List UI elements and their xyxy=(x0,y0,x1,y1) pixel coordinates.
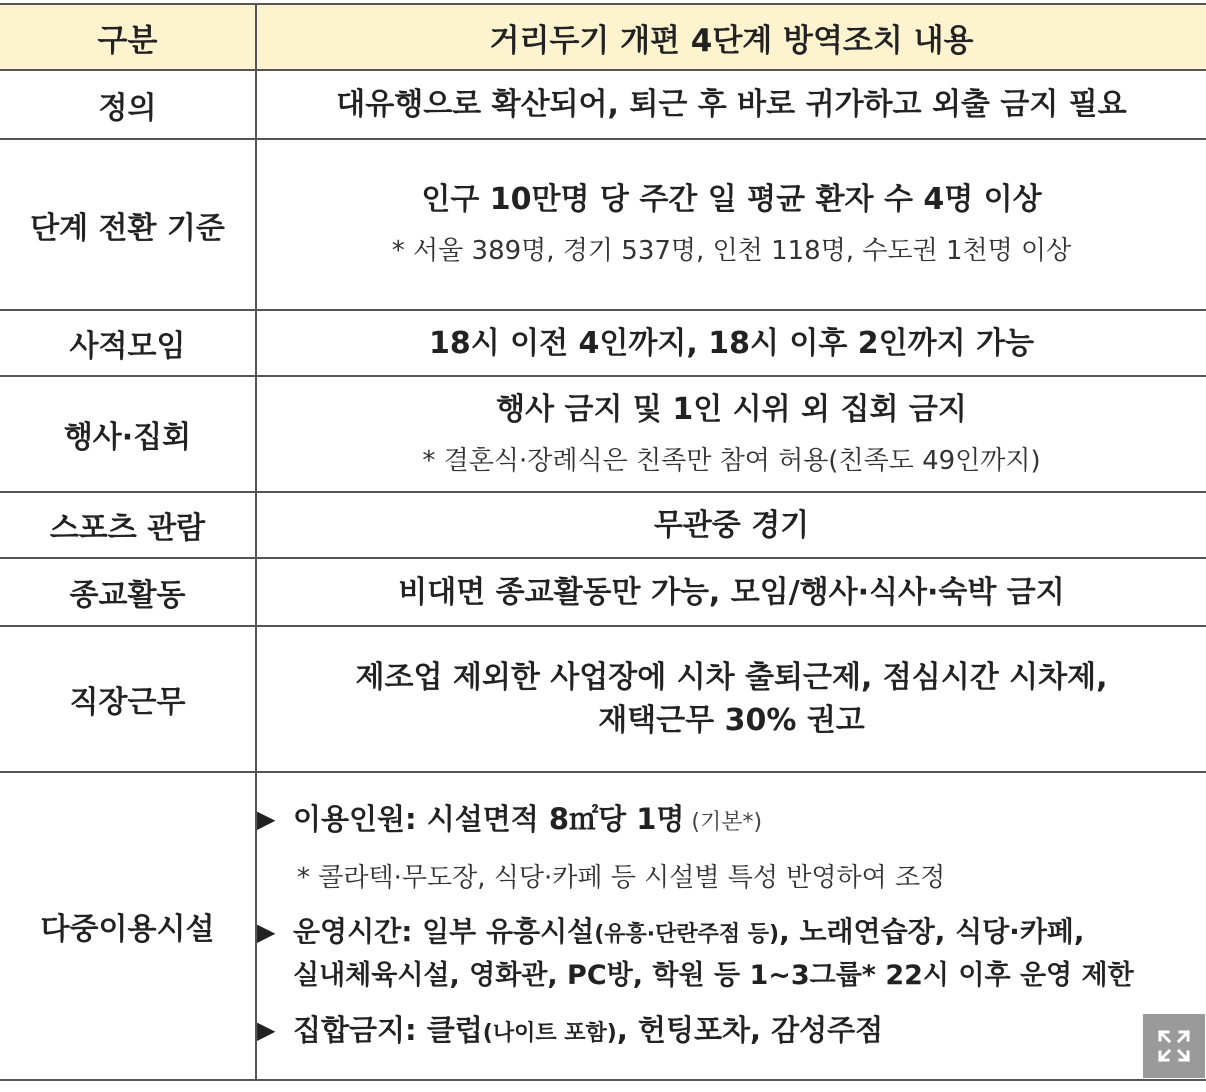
row-label: 행사·집회 xyxy=(0,376,256,492)
row-label: 사적모임 xyxy=(0,310,256,376)
triangle-right-icon: ▶ xyxy=(257,917,276,946)
row-value: 인구 10만명 당 주간 일 평균 환자 수 4명 이상 xyxy=(421,182,1042,218)
bullet-tag: (기본*) xyxy=(684,809,763,835)
row-sports xyxy=(0,492,1206,558)
row-definition xyxy=(0,70,1206,139)
triangle-right-icon: ▶ xyxy=(257,804,276,833)
row-value: 행사 금지 및 1인 시위 외 집회 금지 xyxy=(496,391,967,427)
bullet-text: 이용인원: 시설면적 8㎡당 1명 xyxy=(293,801,685,836)
row-value-line2: 재택근무 30% 권고 xyxy=(598,703,865,738)
bullet-text-cont: , 노래연습장, 식당·카페, xyxy=(779,914,1085,948)
bullet-hours xyxy=(257,912,1206,996)
row-facility xyxy=(0,772,1206,1080)
row-value: 대유행으로 확산되어, 퇴근 후 바로 귀가하고 외출 금지 필요 xyxy=(256,70,1206,139)
bullet-ban xyxy=(257,1010,1206,1054)
row-label: 정의 xyxy=(0,70,256,139)
bullet-capacity xyxy=(257,799,1206,843)
bullet-text: 집합금지: 클럽 xyxy=(293,1012,483,1047)
row-value-cell xyxy=(256,376,1206,492)
bullet-small: (유흥·단란주점 등) xyxy=(594,921,780,947)
bullet-text: 운영시간: 일부 유흥시설 xyxy=(293,914,595,948)
bullet-note: * 콜라텍·무도장, 식당·카페 등 시설별 특성 반영하여 조정 xyxy=(297,862,946,893)
row-label: 단계 전환 기준 xyxy=(0,139,256,310)
header-category: 구분 xyxy=(0,4,256,70)
header-content: 거리두기 개편 4단계 방역조치 내용 xyxy=(256,4,1206,70)
row-label: 직장근무 xyxy=(0,626,256,772)
row-gathering xyxy=(0,310,1206,376)
row-label: 종교활동 xyxy=(0,558,256,626)
row-note: * 결혼식·장례식은 친족만 참여 허용(친족도 49인까지) xyxy=(422,445,1041,476)
row-label: 스포츠 관람 xyxy=(0,492,256,558)
bullet-text-cont: , 헌팅포차, 감성주점 xyxy=(616,1012,884,1047)
expand-button[interactable] xyxy=(1143,1014,1205,1078)
row-label: 다중이용시설 xyxy=(0,772,256,1080)
row-criteria xyxy=(0,139,1206,310)
row-events xyxy=(0,376,1206,492)
triangle-right-icon: ▶ xyxy=(257,1015,276,1044)
row-value-cell xyxy=(256,139,1206,310)
expand-icon xyxy=(1154,1026,1194,1066)
row-value-cell xyxy=(256,772,1206,1080)
row-value: 무관중 경기 xyxy=(256,492,1206,558)
measures-table xyxy=(0,3,1206,1081)
header-row xyxy=(0,4,1206,70)
row-value: 18시 이전 4인까지, 18시 이후 2인까지 가능 xyxy=(256,310,1206,376)
row-value-cell xyxy=(256,626,1206,772)
row-value: 비대면 종교활동만 가능, 모임/행사·식사·숙박 금지 xyxy=(256,558,1206,626)
row-religion xyxy=(0,558,1206,626)
row-note: * 서울 389명, 경기 537명, 인천 118명, 수도권 1천명 이상 xyxy=(391,236,1072,267)
row-value-line1: 제조업 제외한 사업장에 시차 출퇴근제, 점심시간 시차제, xyxy=(355,660,1108,695)
bullet-text-line2: 실내체육시설, 영화관, PC방, 학원 등 1~3그룹* 22시 이후 운영 제한 xyxy=(293,959,1134,991)
row-work xyxy=(0,626,1206,772)
bullet-small: (나이트 포함) xyxy=(482,1020,617,1046)
